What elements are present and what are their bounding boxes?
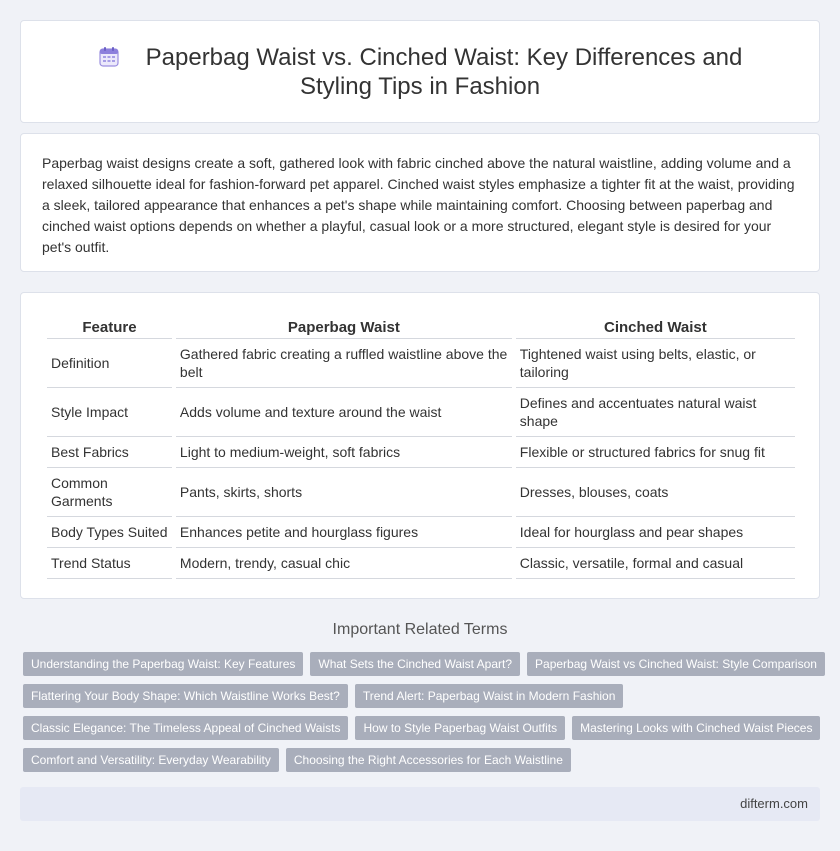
related-term-tag[interactable]: Mastering Looks with Cinched Waist Pieces: [572, 716, 820, 740]
column-header: Feature: [47, 315, 172, 339]
table-row: [47, 437, 795, 468]
intro-paragraph: Paperbag waist designs create a soft, gathered look with fabric cinched above the natural waistline, adding volume and a relaxed silhouette ideal for fashion-forward pet apparel. Cinched waist styles emphasize a tighter fit at the waist, providing a sleek, tailored appearance that enhances a pet's shape while maintaining comfort. Choosing between paperbag and cinched waist options depends on whether a playful, casual look or a more structured, elegant style is desired for your pet's outfit.: [42, 155, 795, 255]
related-term-tag[interactable]: Paperbag Waist vs Cinched Waist: Style Comparison: [527, 652, 825, 676]
related-term-tag[interactable]: Classic Elegance: The Timeless Appeal of Cinched Waists: [23, 716, 348, 740]
footer-site-link[interactable]: difterm.com: [740, 796, 808, 811]
related-term-tag[interactable]: Flattering Your Body Shape: Which Waistline Works Best?: [23, 684, 348, 708]
table-row: [47, 548, 795, 579]
related-terms-title: Important Related Terms: [332, 621, 508, 638]
page-title: [61, 43, 779, 101]
header-card: [20, 20, 820, 123]
table-cell: Light to medium-weight, soft fabrics: [176, 437, 512, 468]
related-term-tag[interactable]: Understanding the Paperbag Waist: Key Features: [23, 652, 303, 676]
table-cell: Common Garments: [47, 468, 172, 517]
table-cell: Adds volume and texture around the waist: [176, 388, 512, 437]
table-row: [47, 388, 795, 437]
table-cell: Ideal for hourglass and pear shapes: [516, 517, 795, 548]
tag-row: [23, 748, 823, 772]
table-cell: Enhances petite and hourglass figures: [176, 517, 512, 548]
table-cell: Gathered fabric creating a ruffled waistline above the belt: [176, 339, 512, 388]
related-term-tag[interactable]: Trend Alert: Paperbag Waist in Modern Fashion: [355, 684, 624, 708]
table-cell: Flexible or structured fabrics for snug fit: [516, 437, 795, 468]
tag-row: [23, 652, 823, 676]
column-header: Cinched Waist: [516, 315, 795, 339]
column-header: Paperbag Waist: [176, 315, 512, 339]
table-cell: Defines and accentuates natural waist shape: [516, 388, 795, 437]
related-term-tag[interactable]: Comfort and Versatility: Everyday Wearability: [23, 748, 279, 772]
related-term-tag[interactable]: Choosing the Right Accessories for Each Waistline: [286, 748, 571, 772]
related-terms-tags: [23, 652, 823, 780]
footer: [20, 787, 820, 821]
comparison-table-card: [20, 292, 820, 599]
tag-row: [23, 684, 823, 708]
table-cell: Classic, versatile, formal and casual: [516, 548, 795, 579]
table-cell: Best Fabrics: [47, 437, 172, 468]
related-term-tag[interactable]: What Sets the Cinched Waist Apart?: [310, 652, 520, 676]
table-row: [47, 339, 795, 388]
table-cell: Trend Status: [47, 548, 172, 579]
tag-row: [23, 716, 823, 740]
table-row: [47, 517, 795, 548]
table-row: [47, 468, 795, 517]
table-cell: Pants, skirts, shorts: [176, 468, 512, 517]
table-cell: Dresses, blouses, coats: [516, 468, 795, 517]
comparison-table: [43, 315, 799, 579]
table-header-row: [47, 315, 795, 339]
header: [61, 43, 779, 101]
table-cell: Tightened waist using belts, elastic, or tailoring: [516, 339, 795, 388]
intro-card: [20, 133, 820, 272]
page-title-text: Paperbag Waist vs. Cinched Waist: Key Differences and Styling Tips in Fashion: [145, 44, 743, 100]
calendar-icon: [98, 46, 120, 68]
table-cell: Modern, trendy, casual chic: [176, 548, 512, 579]
table-cell: Definition: [47, 339, 172, 388]
table-cell: Style Impact: [47, 388, 172, 437]
related-term-tag[interactable]: How to Style Paperbag Waist Outfits: [355, 716, 565, 740]
table-cell: Body Types Suited: [47, 517, 172, 548]
